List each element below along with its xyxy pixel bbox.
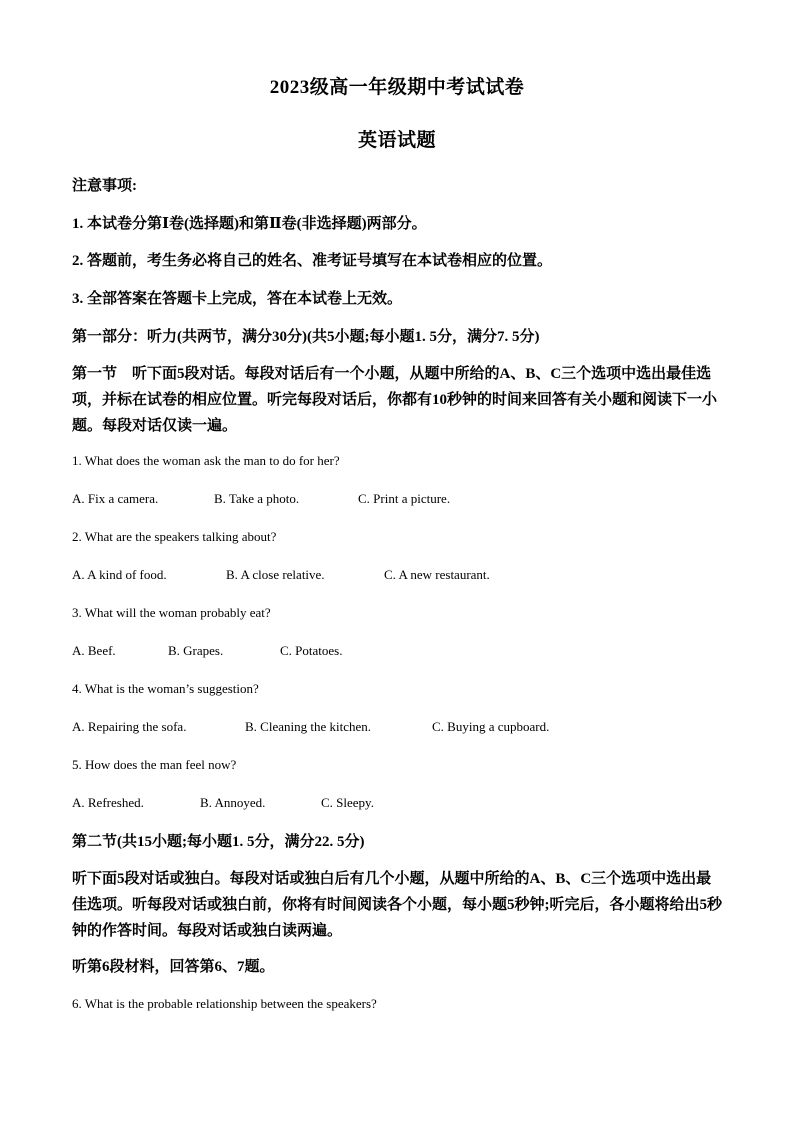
question-5-option-a: A. Refreshed. (72, 795, 144, 810)
exam-subtitle: 英语试题 (357, 130, 436, 151)
question-4-options (72, 718, 722, 736)
section2-heading: 第二节(共15小题;每小题1. 5分，满分22. 5分) (72, 834, 365, 850)
question-3-options (72, 642, 722, 660)
question-5-option-b: B. Annoyed. (200, 795, 266, 810)
exam-title: 2023级高一年级期中考试试卷 (269, 77, 525, 98)
question-6-stem: 6. What is the probable relationship between the speakers? (72, 996, 377, 1011)
section1-instructions: 第一节 听下面5段对话。每段对话后有一个小题，从题中所给的A、B、C三个选项中选出最佳选项，并标在试卷的相应位置。听完每段对话后，你都有10秒钟的时间来回答有关小题和阅读下一小题。每段对话仅读一遍。 (72, 366, 718, 434)
section2-instructions: 听下面5段对话或独白。每段对话或独白后有几个小题，从题中所给的A、B、C三个选项中选出最佳选项。听每段对话或独白前，你将有时间阅读各个小题，每小题5秒钟;听完后，各小题将给出5秒钟的作答时间。每段对话或独白读两遍。 (72, 871, 722, 939)
question-2-stem: 2. What are the speakers talking about? (72, 529, 277, 544)
question-4-option-c: C. Buying a cupboard. (432, 719, 550, 734)
question-3-option-c: C. Potatoes. (280, 643, 343, 658)
question-1-stem: 1. What does the woman ask the man to do for her? (72, 453, 340, 468)
question-5-option-c: C. Sleepy. (321, 795, 374, 810)
question-2-option-c: C. A new restaurant. (384, 567, 490, 582)
question-3-option-a: A. Beef. (72, 643, 116, 658)
question-1-options (72, 490, 722, 508)
question-3-stem: 3. What will the woman probably eat? (72, 605, 271, 620)
question-2-option-b: B. A close relative. (226, 567, 325, 582)
question-1-option-b: B. Take a photo. (214, 491, 300, 506)
part1-heading: 第一部分：听力(共两节，满分30分)(共5小题;每小题1. 5分，满分7. 5分) (72, 329, 540, 345)
question-2-option-a: A. A kind of food. (72, 567, 167, 582)
question-4-option-b: B. Cleaning the kitchen. (245, 719, 372, 734)
notice-item-3: 3. 全部答案在答题卡上完成，答在本试卷上无效。 (72, 291, 403, 307)
question-5-options (72, 794, 722, 812)
question-1-option-c: C. Print a picture. (358, 491, 451, 506)
question-4-stem: 4. What is the woman’s suggestion? (72, 681, 259, 696)
notice-item-2: 2. 答题前，考生务必将自己的姓名、准考证号填写在本试卷相应的位置。 (72, 253, 553, 269)
notice-heading: 注意事项: (72, 178, 137, 194)
question-1-option-a: A. Fix a camera. (72, 491, 159, 506)
question-3-option-b: B. Grapes. (168, 643, 224, 658)
question-4-option-a: A. Repairing the sofa. (72, 719, 187, 734)
notice-item-1: 1. 本试卷分第Ⅰ卷(选择题)和第Ⅱ卷(非选择题)两部分。 (72, 216, 427, 232)
question-2-options (72, 566, 722, 584)
question-5-stem: 5. How does the man feel now? (72, 757, 237, 772)
material6-heading: 听第6段材料，回答第6、7题。 (72, 959, 275, 975)
